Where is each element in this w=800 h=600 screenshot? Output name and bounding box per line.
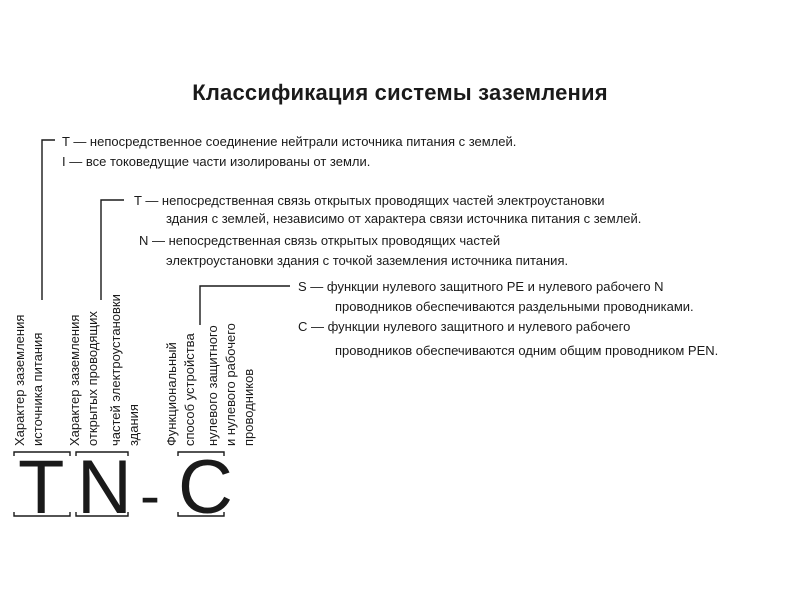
connector-first-letter [42, 140, 55, 300]
vlabel-group3-line5: проводников [241, 368, 256, 446]
vlabel-group3-line2: способ устройства [182, 333, 197, 446]
desc-t-first: T — непосредственное соединение нейтрали источника питания с землей. [62, 134, 517, 149]
vlabel-group1-line2: источника питания [30, 332, 45, 446]
connector-third-letter [200, 286, 290, 325]
code-letter-first: T [18, 445, 65, 530]
vlabel-group2-line4: здания [126, 404, 141, 446]
desc-n-second-line1: N — непосредственная связь открытых проводящих частей [139, 233, 501, 248]
desc-c-third-line1: C — функции нулевого защитного и нулевого рабочего [298, 319, 631, 334]
vlabel-group3-line4: и нулевого рабочего [223, 323, 238, 446]
code-letter-second: N [77, 445, 132, 530]
connector-second-letter [101, 200, 124, 300]
desc-s-third-line2: проводников обеспечиваются раздельными проводниками. [335, 299, 694, 314]
vlabel-group1-line1: Характер заземления [12, 314, 27, 446]
vlabel-group2-line3: частей электроустановки [108, 294, 123, 446]
desc-i-first: I — все токоведущие части изолированы от земли. [62, 154, 371, 169]
desc-s-third-line1: S — функции нулевого защитного PE и нулевого рабочего N [298, 279, 664, 294]
vlabel-group2-line1: Характер заземления [67, 314, 82, 446]
vlabel-group3-line1: Функциональный [164, 342, 179, 446]
vlabel-group2-line2: открытых проводящих [85, 311, 100, 446]
diagram-title: Классификация системы заземления [192, 80, 608, 105]
code-letter-third: C [178, 445, 233, 530]
vlabel-group3-line3: нулевого защитного [205, 325, 220, 446]
desc-t-second-line1: T — непосредственная связь открытых проводящих частей электроустановки [134, 193, 605, 208]
desc-t-second-line2: здания с землей, независимо от характера связи источника питания с землей. [166, 211, 642, 226]
desc-n-second-line2: электроустановки здания с точкой заземления источника питания. [166, 253, 569, 268]
code-dash: - [140, 462, 160, 529]
desc-c-third-line2: проводников обеспечиваются одним общим проводником PEN. [335, 343, 719, 358]
